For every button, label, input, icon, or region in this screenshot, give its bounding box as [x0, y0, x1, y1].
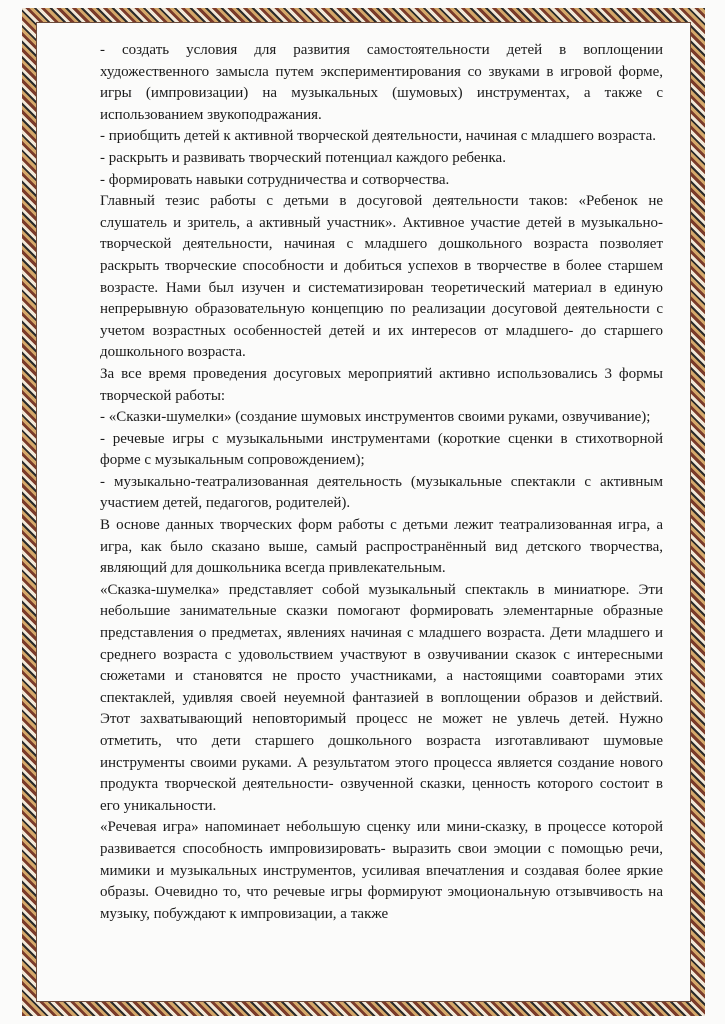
paragraph: За все время проведения досуговых мероприятий активно использовались 3 формы творческой работы: — [100, 365, 663, 404]
paragraph: Главный тезис работы с детьми в досуговой деятельности таков: «Ребенок не слушатель и зритель, а активный участник». Активное участие детей в музыкально-творческой деятельности, начиная с младшего дошкольного возраста позволяет раскрыть творческие способности и добиться успехов в творчестве в более старшем возрасте. Нами был изучен и систематизирован теоретический материал в единую непрерывную образовательную концепцию по реализации досуговой деятельности с учетом возрастных особенностей детей и их интересов от младшего- до старшего дошкольного возраста. — [100, 193, 663, 361]
paragraph: - приобщить детей к активной творческой деятельности, начиная с младшего возраста. — [100, 128, 657, 145]
paragraph: - формировать навыки сотрудничества и сотворчества. — [100, 171, 450, 188]
paragraph: В основе данных творческих форм работы с детьми лежит театрализованная игра, а игра, как было сказано выше, самый распространённый вид детского творчества, являющий для дошкольника всегда привлекательным. — [100, 517, 663, 577]
paragraph: - речевые игры с музыкальными инструментами (короткие сценки в стихотворной форме с музыкальным сопровождением); — [100, 430, 663, 469]
paragraph: - создать условия для развития самостоятельности детей в воплощении художественного замысла путем экспериментирования со звуками в игровой форме, игры (импровизации) на музыкальных (шумовых) инструментах, а также с использованием звукоподражания. — [100, 42, 663, 123]
body-text — [100, 40, 663, 925]
paragraph: - раскрыть и развивать творческий потенциал каждого ребенка. — [100, 149, 506, 166]
paragraph: - «Сказки-шумелки» (создание шумовых инструментов своими руками, озвучивание); — [100, 409, 651, 426]
paragraph: «Сказка-шумелка» представляет собой музыкальный спектакль в миниатюре. Эти небольшие занимательные сказки помогают формировать элементарные образные представления о предметах, явлениях начиная с младшего возраста. Дети младшего и среднего возраста с удовольствием участвуют в озвучивании сказок с интересными сюжетами и становятся не просто участниками, а настоящими соавторами этих спектаклей, удивляя своей неуемной фантазией в воплощении образов и действий. Этот захватывающий неповторимый процесс не может не увлечь детей. Нужно отметить, что дети старшего дошкольного возраста изготавливают шумовые инструменты своими руками. А результатом этого процесса является создание нового продукта творческой деятельности- озвученной сказки, ценность которого состоит в его уникальности. — [100, 581, 663, 814]
paragraph: «Речевая игра» напоминает небольшую сценку или мини-сказку, в процессе которой развивается способность импровизировать- выразить свои эмоции с помощью речи, мимики и музыкальных инструментов, усиливая впечатления и создавая более яркие образы. Очевидно то, что речевые игры формируют эмоциональную отзывчивость на музыку, побуждают к импровизации, а также — [100, 819, 663, 922]
paragraph: - музыкально-театрализованная деятельность (музыкальные спектакли с активным участием детей, педагогов, родителей). — [100, 473, 663, 512]
